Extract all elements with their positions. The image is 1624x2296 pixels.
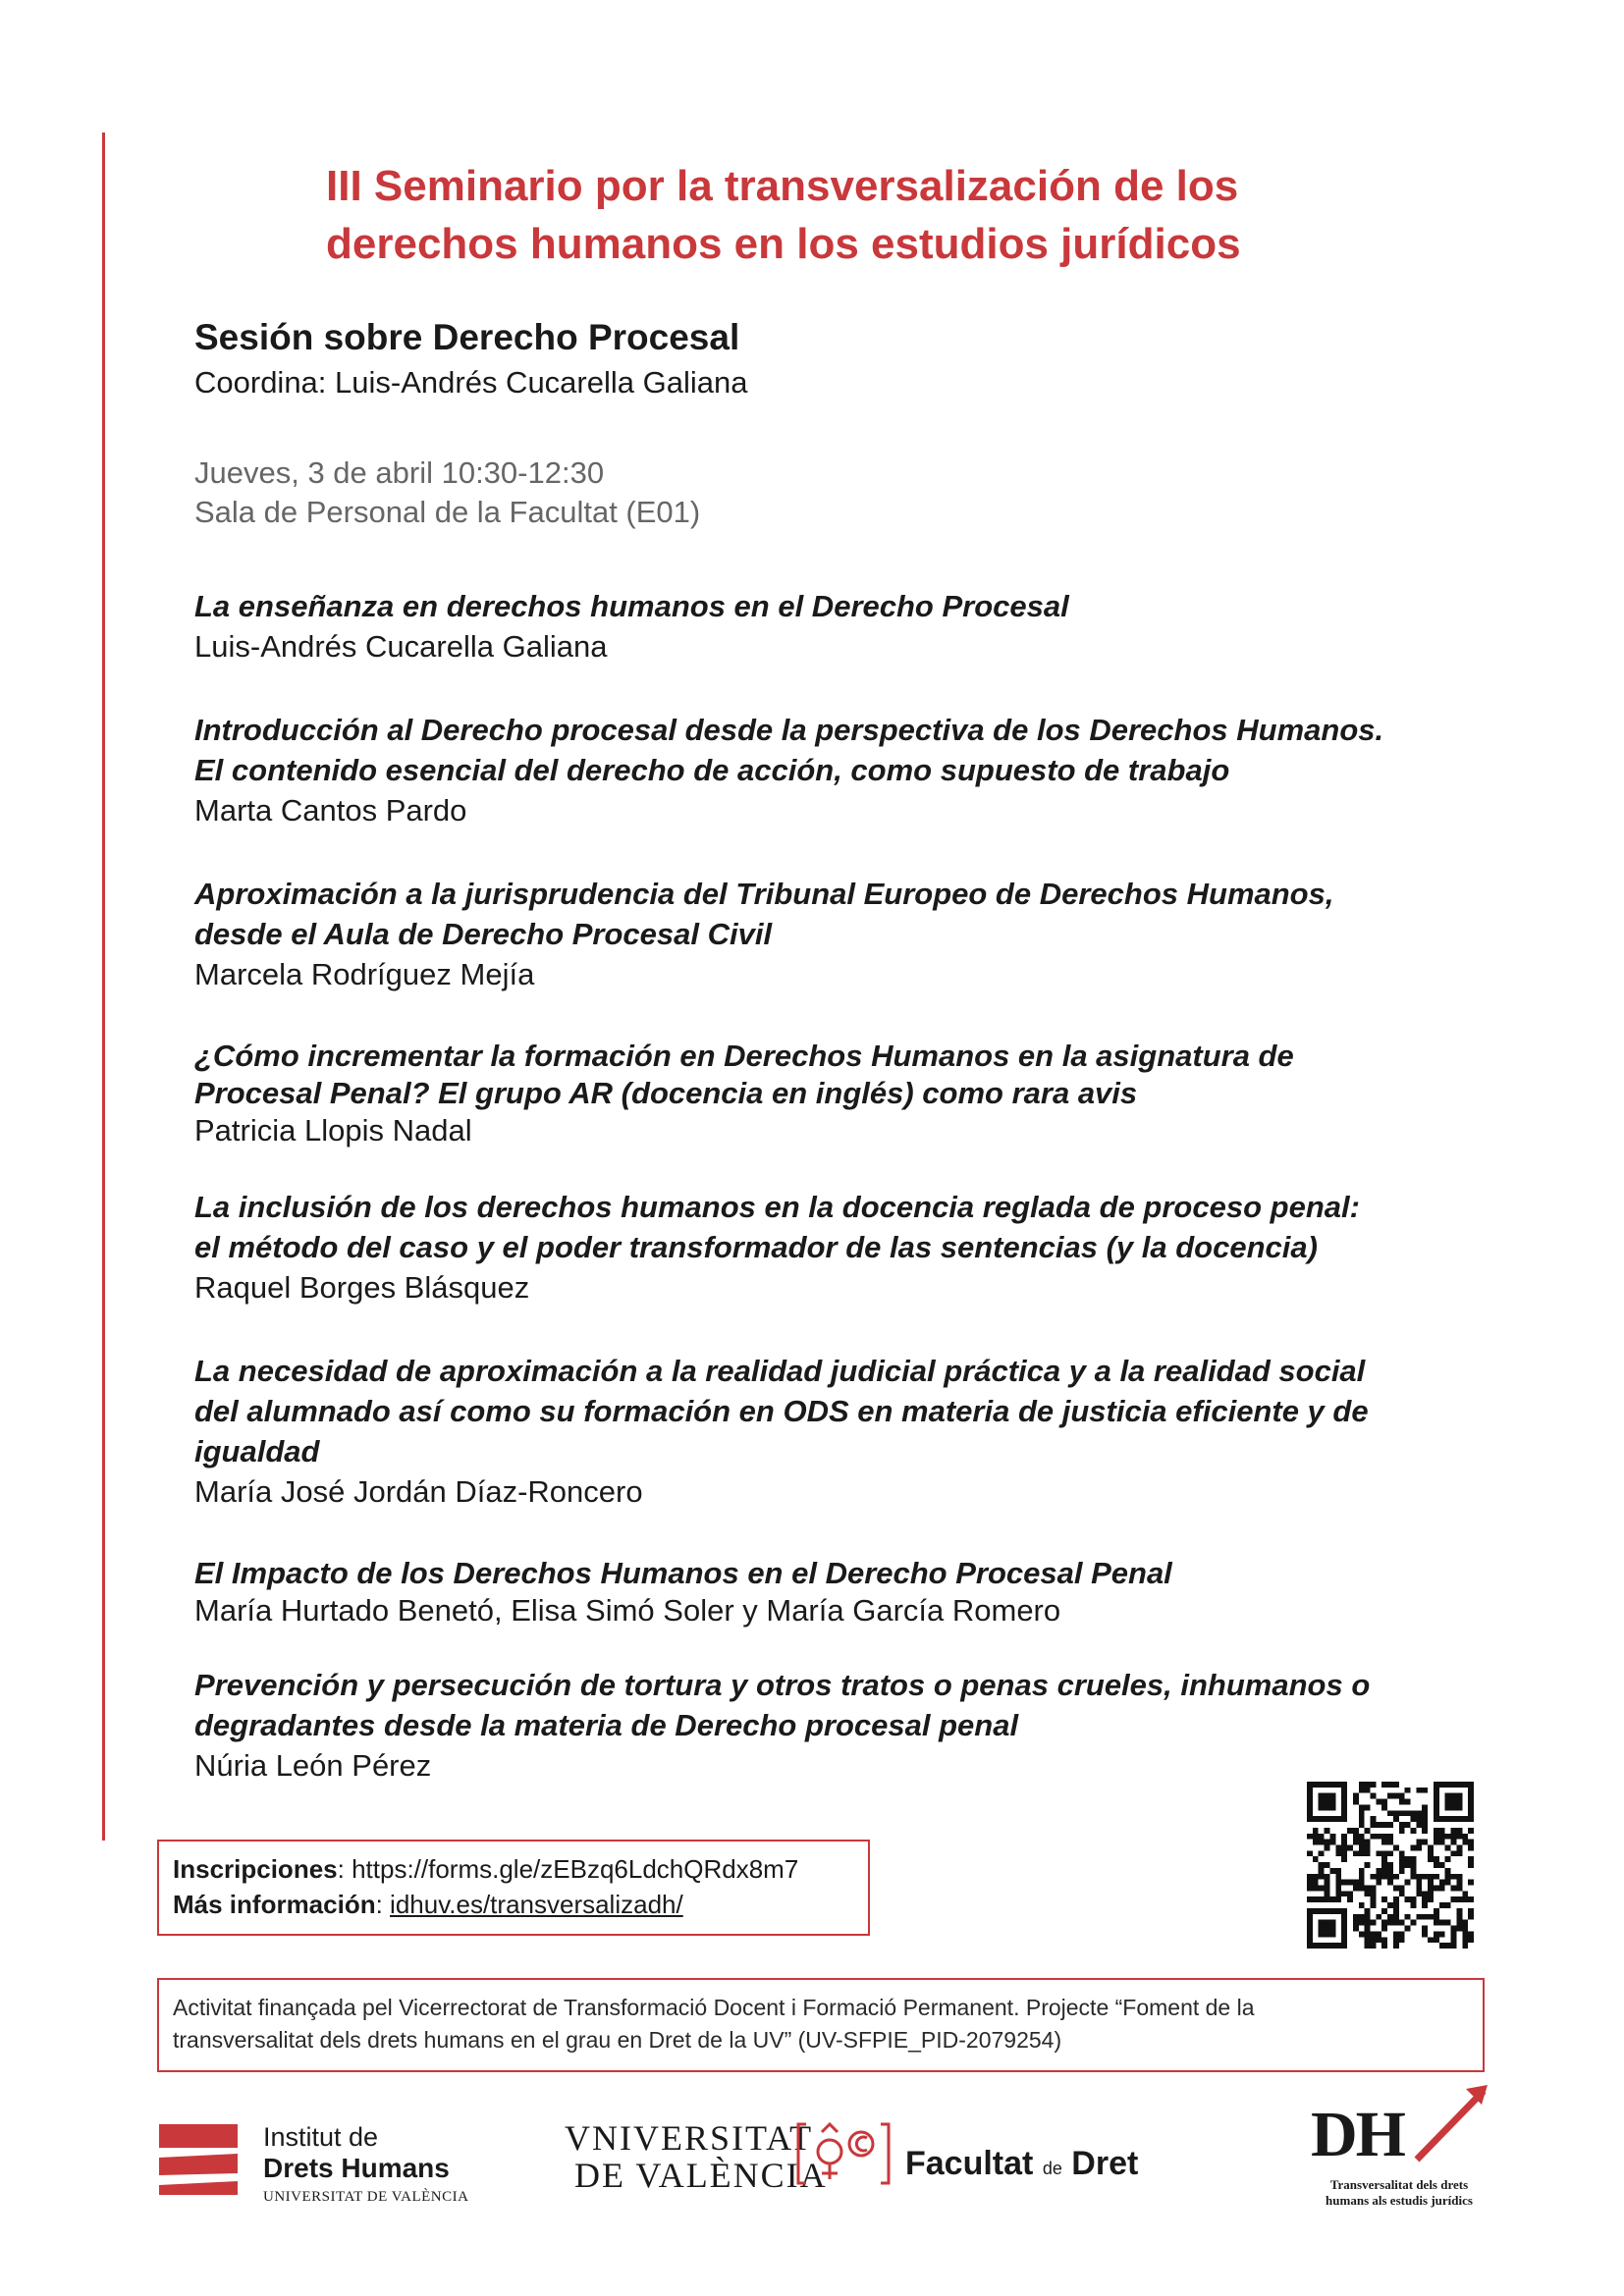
talk-item xyxy=(194,874,1510,994)
talk-speaker: Raquel Borges Blásquez xyxy=(194,1270,530,1305)
funding-note xyxy=(157,1978,1485,2072)
left-accent-rule xyxy=(102,133,105,1841)
talk-title xyxy=(194,874,1510,954)
faculty-crest-icon xyxy=(792,2118,894,2189)
talk-speaker: Marta Cantos Pardo xyxy=(194,793,467,828)
title-line-2: derechos humanos en los estudios jurídicos xyxy=(326,220,1241,268)
talk-item xyxy=(194,1038,1510,1149)
talk-title-line: degradantes desde la materia de Derecho procesal penal xyxy=(194,1708,1019,1742)
uv-line-1: VNIVERSITAT xyxy=(565,2118,814,2158)
funding-line-1: Activitat finançada pel Vicerrectorat de Transformació Docent i Formació Permanent. Projecte “Foment de la xyxy=(173,1995,1255,2020)
talk-item xyxy=(194,1187,1510,1308)
talk-title-line: La enseñanza en derechos humanos en el Derecho Procesal xyxy=(194,589,1069,623)
idh-mark-icon xyxy=(159,2124,238,2195)
faculty-word: Facultat xyxy=(905,2145,1034,2182)
talk-title xyxy=(194,586,1510,626)
talk-title-line: Introducción al Derecho procesal desde la perspectiva de los Derechos Humanos. xyxy=(194,713,1384,747)
talk-item xyxy=(194,586,1510,667)
uv-line-2: DE VALÈNCIA xyxy=(574,2156,828,2195)
more-info-label: Más información xyxy=(173,1890,376,1919)
talk-title xyxy=(194,710,1510,790)
idh-line-1: Institut de xyxy=(263,2122,379,2152)
talk-title-line: Prevención y persecución de tortura y otros tratos o penas crueles, inhumanos o xyxy=(194,1668,1371,1702)
dh-mark: DH xyxy=(1311,2099,1404,2170)
talk-title-line: El contenido esencial del derecho de acción, como supuesto de trabajo xyxy=(194,753,1230,787)
faculty-dret: Dret xyxy=(1071,2145,1139,2182)
session-date-time: Jueves, 3 de abril 10:30-12:30 xyxy=(194,455,605,490)
registration-link[interactable]: https://forms.gle/zEBzq6LdchQRdx8m7 xyxy=(352,1854,799,1884)
talk-title xyxy=(194,1665,1510,1745)
talk-speaker: Patricia Llopis Nadal xyxy=(194,1113,472,1148)
talk-title-line: desde el Aula de Derecho Procesal Civil xyxy=(194,917,773,951)
talk-speaker: Marcela Rodríguez Mejía xyxy=(194,957,535,991)
talk-item xyxy=(194,710,1510,830)
talk-title-line: La inclusión de los derechos humanos en la docencia reglada de proceso penal: xyxy=(194,1190,1360,1224)
dh-logo xyxy=(1301,2073,1497,2211)
uv-faculty-logo xyxy=(565,2112,1193,2201)
dh-caption-line-2: humans als estudis jurídics xyxy=(1326,2193,1473,2208)
talk-speaker: Luis-Andrés Cucarella Galiana xyxy=(194,629,608,664)
talk-title-line: ¿Cómo incrementar la formación en Derechos Humanos en la asignatura de xyxy=(194,1039,1294,1073)
registration-box xyxy=(157,1840,870,1936)
talk-title xyxy=(194,1555,1510,1592)
talk-item xyxy=(194,1555,1510,1629)
qr-code-icon[interactable] xyxy=(1306,1782,1475,1949)
more-info-line: Más información: idhuv.es/transversalizadh/ xyxy=(173,1890,683,1919)
session-location: Sala de Personal de la Facultat (E01) xyxy=(194,495,701,529)
idh-logo xyxy=(157,2110,491,2209)
dh-caption xyxy=(1301,2177,1497,2209)
talk-title xyxy=(194,1038,1510,1112)
talk-title xyxy=(194,1351,1510,1471)
funding-line-2: transversalitat dels drets humans en el grau en Dret de la UV” (UV-SFPIE_PID-2079254) xyxy=(173,2027,1062,2053)
seminar-title xyxy=(326,157,1455,273)
session-title: Sesión sobre Derecho Procesal xyxy=(194,317,740,357)
more-info-link[interactable]: idhuv.es/transversalizadh/ xyxy=(390,1890,683,1919)
talk-speaker: María José Jordán Díaz-Roncero xyxy=(194,1474,643,1509)
talk-title xyxy=(194,1187,1510,1267)
talk-speaker: María Hurtado Benetó, Elisa Simó Soler y María García Romero xyxy=(194,1593,1061,1628)
talk-list xyxy=(194,586,1510,1829)
idh-line-2: Drets Humans xyxy=(263,2153,450,2183)
faculty-de: de xyxy=(1042,2159,1062,2178)
registration-label: Inscripciones xyxy=(173,1854,338,1884)
talk-item xyxy=(194,1665,1510,1786)
faculty-wordmark xyxy=(905,2146,1138,2186)
session-when xyxy=(194,454,700,532)
talk-title-line: Aproximación a la jurisprudencia del Tribunal Europeo de Derechos Humanos, xyxy=(194,877,1334,911)
talk-title-line: el método del caso y el poder transformador de las sentencias (y la docencia) xyxy=(194,1230,1318,1264)
talk-title-line: La necesidad de aproximación a la realidad judicial práctica y a la realidad social xyxy=(194,1354,1366,1388)
talk-title-line: del alumnado así como su formación en ODS en materia de justicia eficiente y de xyxy=(194,1394,1369,1428)
registration-line: Inscripciones: https://forms.gle/zEBzq6LdchQRdx8m7 xyxy=(173,1854,799,1884)
talk-title-line: igualdad xyxy=(194,1434,320,1468)
dh-caption-line-1: Transversalitat dels drets xyxy=(1329,2177,1469,2192)
talk-title-line: Procesal Penal? El grupo AR (docencia en inglés) como rara avis xyxy=(194,1076,1138,1110)
talk-title-line: El Impacto de los Derechos Humanos en el Derecho Procesal Penal xyxy=(194,1556,1172,1590)
talk-item xyxy=(194,1351,1510,1512)
idh-line-3: UNIVERSITAT DE VALÈNCIA xyxy=(263,2189,469,2205)
talk-speaker: Núria León Pérez xyxy=(194,1748,432,1783)
title-line-1: III Seminario por la transversalización de los xyxy=(326,162,1239,210)
session-coordinator: Coordina: Luis-Andrés Cucarella Galiana xyxy=(194,365,748,400)
